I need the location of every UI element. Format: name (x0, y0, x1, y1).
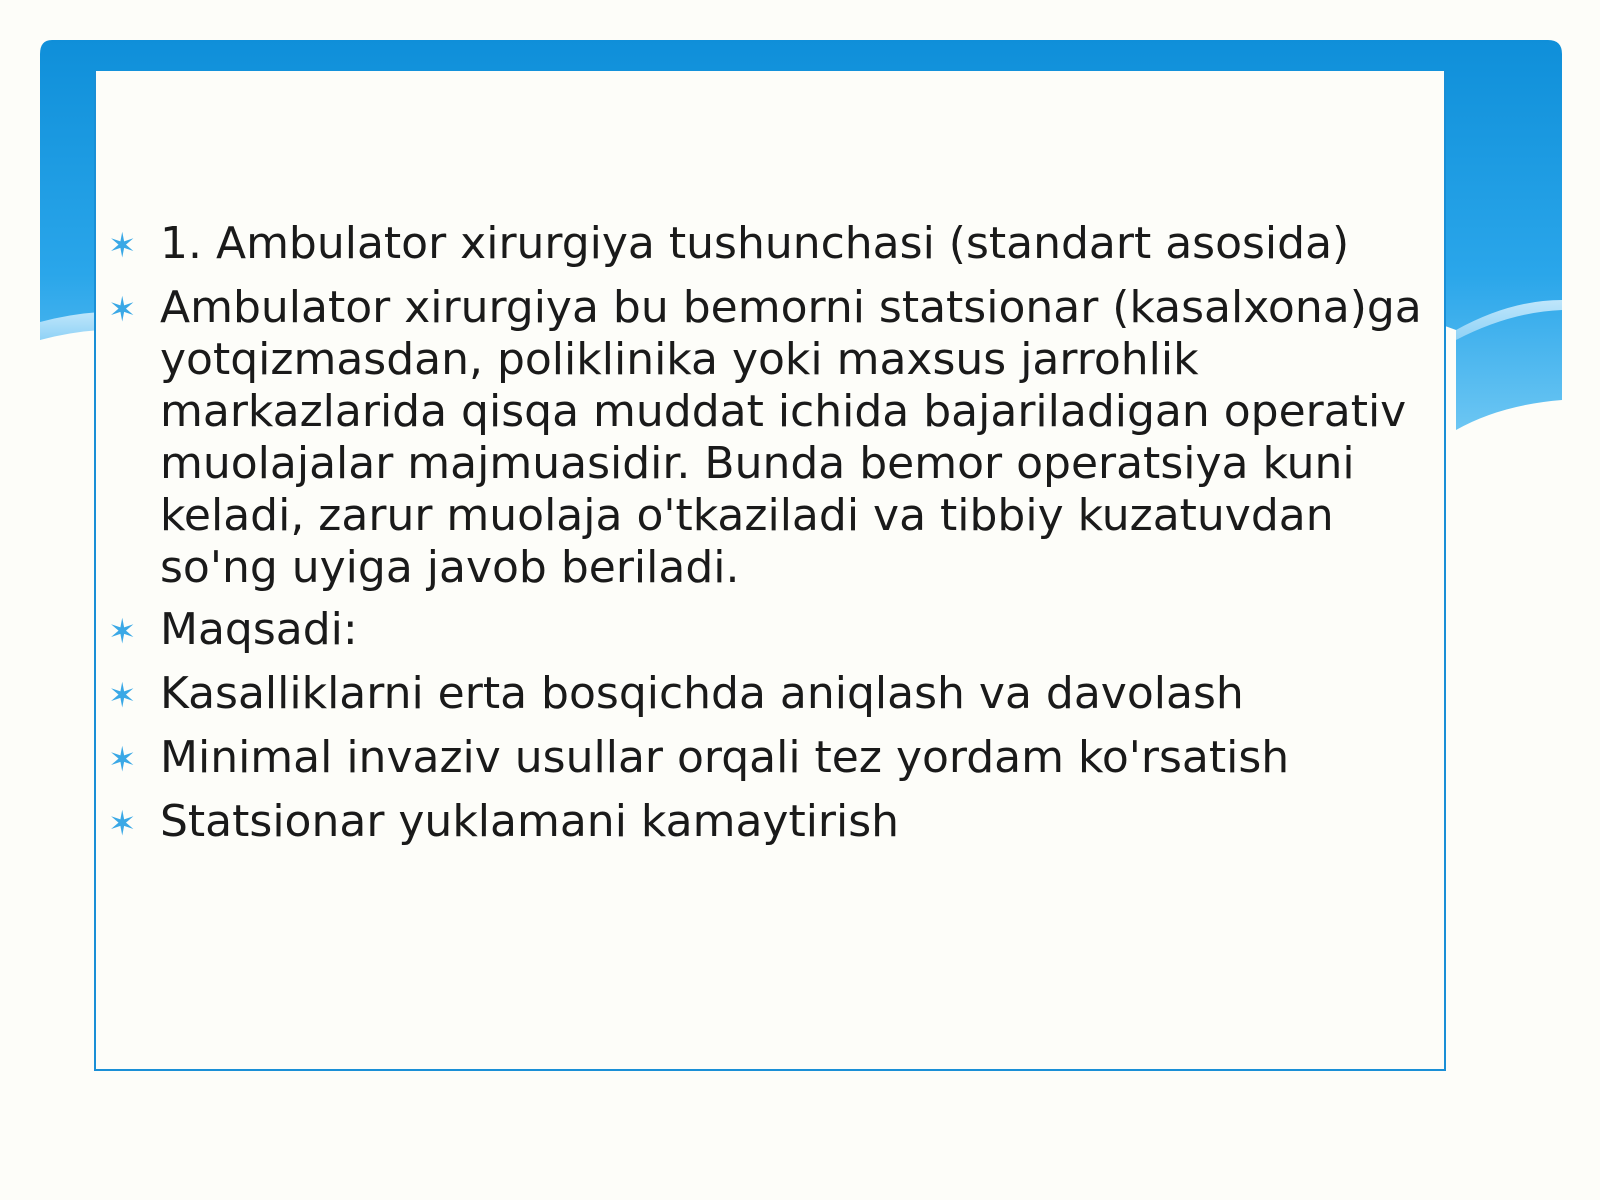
star-bullet-icon: ✶ (108, 290, 137, 330)
bullet-text: 1. Ambulator xirurgiya tushunchasi (standart asosida) (160, 218, 1350, 269)
star-bullet-icon: ✶ (108, 740, 137, 780)
bullet-text: Maqsadi: (160, 604, 358, 655)
bullet-list (108, 218, 1438, 860)
bullet-text: Ambulator xirurgiya bu bemorni statsionar (kasalxona)ga yotqizmasdan, poliklinika yoki maxsus jarrohlik markazlarida qisqa muddat ichida bajariladigan operativ muolajalar majmuasidir. Bunda bemor operatsiya kuni keladi, zarur muolaja o'tkaziladi va tibbiy kuzatuvdan so'ng uyiga javob beriladi. (160, 282, 1422, 593)
list-item (108, 732, 1438, 786)
star-bullet-icon: ✶ (108, 226, 137, 266)
list-item (108, 668, 1438, 722)
list-item (108, 218, 1438, 272)
list-item (108, 604, 1438, 658)
list-item (108, 796, 1438, 850)
star-bullet-icon: ✶ (108, 612, 137, 652)
star-bullet-icon: ✶ (108, 804, 137, 844)
bullet-text: Kasalliklarni erta bosqichda aniqlash va davolash (160, 668, 1244, 719)
star-bullet-icon: ✶ (108, 676, 137, 716)
list-item (108, 282, 1438, 594)
bullet-text: Statsionar yuklamani kamaytirish (160, 796, 900, 847)
bullet-text: Minimal invaziv usullar orqali tez yordam ko'rsatish (160, 732, 1290, 783)
